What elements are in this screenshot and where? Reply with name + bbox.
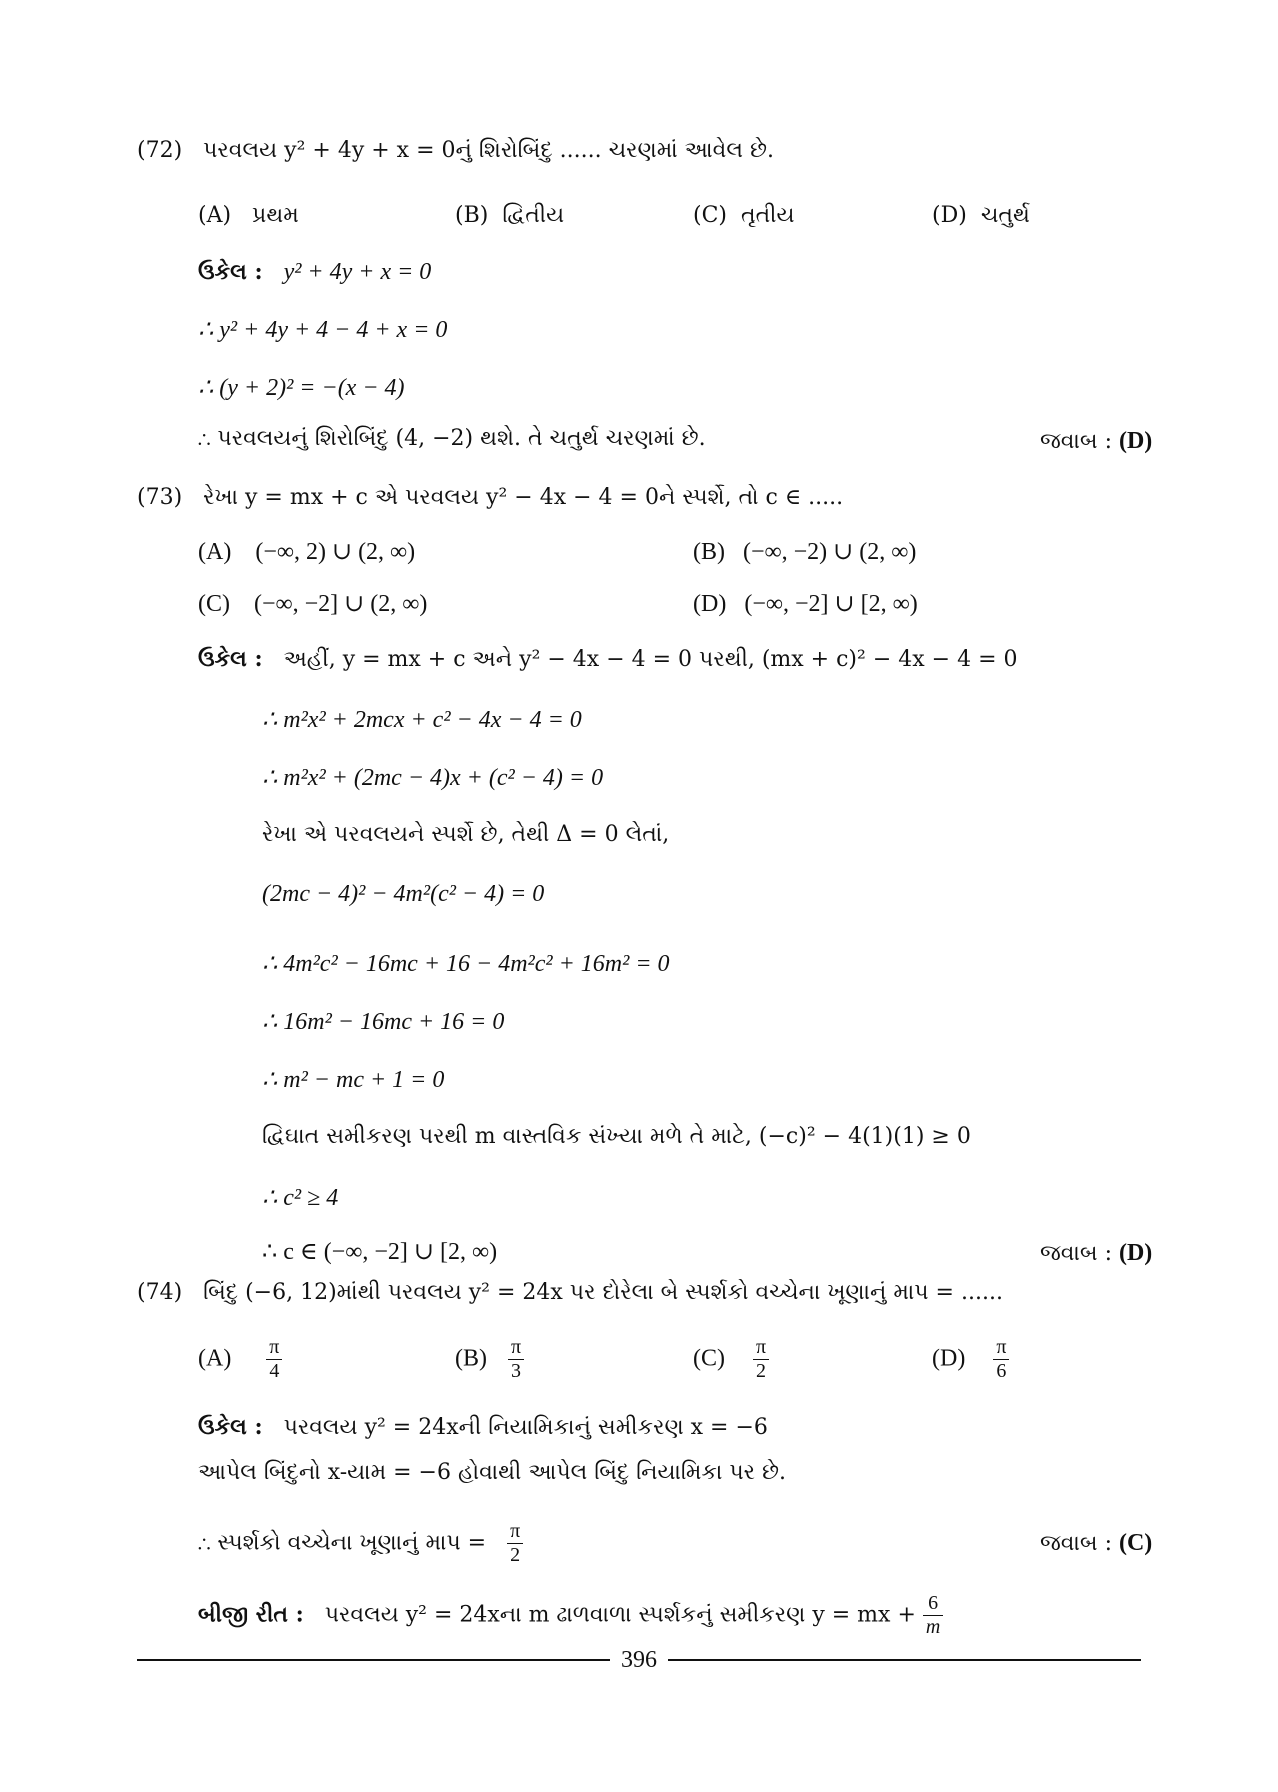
q73-number: (73) <box>137 485 183 510</box>
q73-step-11: ∴ c ∈ (−∞, −2] ∪ [2, ∞) <box>262 1239 498 1265</box>
alt-label: બીજી રીત : <box>198 1601 304 1628</box>
q73-step-5: (2mc − 4)² − 4m²(c² − 4) = 0 <box>262 881 545 907</box>
q74-question-text: બિંદુ (−6, 12)માંથી પરવલય y² = 24x પર દોરેલા બે સ્પર્શકો વચ્ચેના ખૂણાનું માપ = ...... <box>203 1280 1003 1305</box>
q73-option-b: (B) (−∞, −2) ∪ (2, ∞) <box>693 539 917 565</box>
q74-answer: જવાબ : (C) <box>1040 1530 1153 1556</box>
q74-alt-method <box>198 1592 943 1639</box>
q73-option-a: (A) (−∞, 2) ∪ (2, ∞) <box>198 539 416 565</box>
q73-answer: જવાબ : (D) <box>1040 1240 1153 1266</box>
q74-option-c: (C) $\frac{\pi}{2}$ <box>693 1336 769 1383</box>
q73-question-text: રેખા y = mx + c એ પરવલય y² − 4x − 4 = 0ને સ્પર્શે, તો c ∈ ..... <box>203 485 844 510</box>
alt-fraction: $\frac{6}{m}$ <box>923 1592 943 1639</box>
q74-solution-line <box>198 1416 768 1439</box>
solution-label: ઉકેલ : <box>198 1414 263 1440</box>
q73-solution-line <box>198 648 1018 671</box>
q73-step-7: ∴ 16m² − 16mc + 16 = 0 <box>262 1009 505 1035</box>
q74-question <box>137 1282 1003 1304</box>
q72-question-text: પરવલય y² + 4y + x = 0નું શિરોબિંદુ ...... ચરણમાં આવેલ છે. <box>203 138 774 163</box>
q72-option-c: (C) તૃતીય <box>693 203 795 228</box>
q72-question <box>137 140 774 162</box>
q72-number: (72) <box>137 138 183 163</box>
page-number: 396 <box>621 1647 657 1673</box>
q74-step-3: ∴ સ્પર્શકો વચ્ચેના ખૂણાનું માપ = <box>198 1530 487 1556</box>
angle-fraction: $\frac{\pi}{2}$ <box>507 1520 523 1567</box>
q72-option-a: (A) પ્રથમ <box>198 203 299 228</box>
q74-step-2: આપેલ બિંદુનો x-યામ = −6 હોવાથી આપેલ બિંદુ નિયામિકા પર છે. <box>198 1460 786 1485</box>
q74-option-a: (A) $\frac{\pi}{4}$ <box>198 1336 282 1383</box>
q73-option-c: (C) (−∞, −2] ∪ (2, ∞) <box>198 591 428 617</box>
q74-number: (74) <box>137 1280 183 1305</box>
q73-step-1: અહીં, y = mx + c અને y² − 4x − 4 = 0 પરથી, (mx + c)² − 4x − 4 = 0 <box>283 647 1018 672</box>
q74-option-b: (B) $\frac{\pi}{3}$ <box>455 1336 524 1383</box>
q72-solution-line <box>198 260 431 284</box>
q73-step-8: ∴ m² − mc + 1 = 0 <box>262 1067 445 1093</box>
alt-text: પરવલય y² = 24xના m ઢાળવાળા સ્પર્શકનું સમીકરણ y = mx + <box>324 1602 916 1628</box>
q73-step-4: રેખા એ પરવલયને સ્પર્શે છે, તેથી Δ = 0 લેતાં, <box>262 822 670 847</box>
q72-step-4: ∴ પરવલયનું શિરોબિંદુ (4, −2) થશે. તે ચતુર્થ ચરણમાં છે. <box>198 426 706 451</box>
q74-option-d: (D) $\frac{\pi}{6}$ <box>932 1336 1009 1383</box>
q72-option-d: (D) ચતુર્થ <box>932 203 1030 228</box>
q73-step-3: ∴ m²x² + (2mc − 4)x + (c² − 4) = 0 <box>262 765 604 791</box>
q73-step-6: ∴ 4m²c² − 16mc + 16 − 4m²c² + 16m² = 0 <box>262 951 670 977</box>
q73-step-10: ∴ c² ≥ 4 <box>262 1185 339 1211</box>
q74-step-3-line <box>198 1520 523 1567</box>
q73-step-2: ∴ m²x² + 2mcx + c² − 4x − 4 = 0 <box>262 707 582 733</box>
q72-step-1: y² + 4y + x = 0 <box>283 259 432 285</box>
q72-option-b: (B) દ્વિતીય <box>455 203 565 228</box>
q72-answer: જવાબ : (D) <box>1040 428 1153 454</box>
q73-question <box>137 487 843 509</box>
q72-step-2: ∴ y² + 4y + 4 − 4 + x = 0 <box>198 317 448 343</box>
q72-step-3: ∴ (y + 2)² = −(x − 4) <box>198 375 405 401</box>
solution-label: ઉકેલ : <box>198 259 263 285</box>
q73-option-d: (D) (−∞, −2] ∪ [2, ∞) <box>693 591 918 617</box>
q74-step-1: પરવલય y² = 24xની નિયામિકાનું સમીકરણ x = −6 <box>283 1415 768 1440</box>
solution-label: ઉકેલ : <box>198 646 263 672</box>
q73-step-9: દ્વિઘાત સમીકરણ પરથી m વાસ્તવિક સંખ્યા મળે તે માટે, (−c)² − 4(1)(1) ≥ 0 <box>262 1124 971 1149</box>
